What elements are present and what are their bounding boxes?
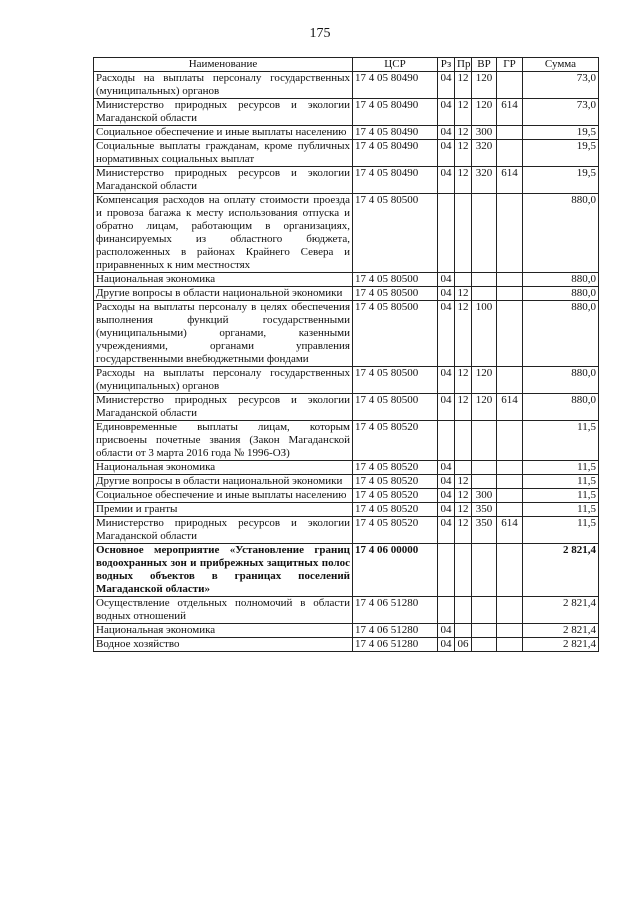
cell-name: Единовременные выплаты лицам, которым присвоены почетные звания (Закон Магаданской области от 3 марта 2016 года № 1996-ОЗ) bbox=[94, 421, 353, 461]
table-row bbox=[94, 461, 599, 475]
cell-sum: 73,0 bbox=[523, 99, 599, 126]
cell-csr: 17 4 06 00000 bbox=[353, 544, 438, 597]
cell-name: Расходы на выплаты персоналу в целях обеспечения выполнения функций государственными (муниципальными) органами, казенными учреждениями, органами управления государственными внебюджетными фондами bbox=[94, 301, 353, 367]
cell-gr bbox=[497, 126, 523, 140]
cell-pr: 06 bbox=[455, 638, 472, 652]
cell-gr: 614 bbox=[497, 517, 523, 544]
cell-vr: 350 bbox=[472, 517, 497, 544]
cell-vr: 120 bbox=[472, 99, 497, 126]
cell-vr bbox=[472, 287, 497, 301]
cell-gr bbox=[497, 475, 523, 489]
cell-csr: 17 4 05 80520 bbox=[353, 489, 438, 503]
cell-vr bbox=[472, 544, 497, 597]
cell-pr: 12 bbox=[455, 140, 472, 167]
cell-name: Расходы на выплаты персоналу государственных (муниципальных) органов bbox=[94, 72, 353, 99]
header-csr: ЦСР bbox=[353, 58, 438, 72]
cell-csr: 17 4 05 80490 bbox=[353, 140, 438, 167]
cell-rz: 04 bbox=[438, 503, 455, 517]
cell-gr: 614 bbox=[497, 167, 523, 194]
table-row bbox=[94, 301, 599, 367]
cell-pr: 12 bbox=[455, 287, 472, 301]
header-sum: Сумма bbox=[523, 58, 599, 72]
cell-gr bbox=[497, 194, 523, 273]
table-row bbox=[94, 475, 599, 489]
cell-vr bbox=[472, 273, 497, 287]
cell-vr: 320 bbox=[472, 167, 497, 194]
cell-pr: 12 bbox=[455, 367, 472, 394]
cell-vr bbox=[472, 638, 497, 652]
header-name: Наименование bbox=[94, 58, 353, 72]
table-row bbox=[94, 597, 599, 624]
table-row bbox=[94, 287, 599, 301]
cell-gr bbox=[497, 489, 523, 503]
cell-sum: 880,0 bbox=[523, 367, 599, 394]
header-rz: Рз bbox=[438, 58, 455, 72]
cell-vr bbox=[472, 475, 497, 489]
cell-sum: 2 821,4 bbox=[523, 544, 599, 597]
cell-pr: 12 bbox=[455, 72, 472, 99]
cell-gr: 614 bbox=[497, 394, 523, 421]
cell-gr bbox=[497, 544, 523, 597]
cell-rz: 04 bbox=[438, 475, 455, 489]
cell-vr: 320 bbox=[472, 140, 497, 167]
cell-rz: 04 bbox=[438, 624, 455, 638]
cell-pr bbox=[455, 273, 472, 287]
cell-name: Социальное обеспечение и иные выплаты населению bbox=[94, 489, 353, 503]
cell-pr bbox=[455, 597, 472, 624]
cell-csr: 17 4 05 80490 bbox=[353, 126, 438, 140]
cell-rz: 04 bbox=[438, 367, 455, 394]
cell-sum: 11,5 bbox=[523, 503, 599, 517]
cell-rz bbox=[438, 421, 455, 461]
cell-name: Национальная экономика bbox=[94, 273, 353, 287]
cell-pr bbox=[455, 194, 472, 273]
cell-sum: 11,5 bbox=[523, 489, 599, 503]
cell-pr bbox=[455, 461, 472, 475]
cell-name: Министерство природных ресурсов и экологии Магаданской области bbox=[94, 394, 353, 421]
cell-name: Основное мероприятие «Установление границ водоохранных зон и прибрежных защитных полос водных объектов в границах поселений Магаданской области» bbox=[94, 544, 353, 597]
cell-name: Национальная экономика bbox=[94, 624, 353, 638]
cell-name: Другие вопросы в области национальной экономики bbox=[94, 475, 353, 489]
cell-csr: 17 4 05 80520 bbox=[353, 421, 438, 461]
cell-gr: 614 bbox=[497, 99, 523, 126]
cell-gr bbox=[497, 140, 523, 167]
header-gr: ГР bbox=[497, 58, 523, 72]
cell-vr bbox=[472, 624, 497, 638]
cell-gr bbox=[497, 301, 523, 367]
table-row bbox=[94, 72, 599, 99]
table-row bbox=[94, 367, 599, 394]
header-pr: Пр bbox=[455, 58, 472, 72]
cell-rz: 04 bbox=[438, 517, 455, 544]
cell-name: Водное хозяйство bbox=[94, 638, 353, 652]
table-header-row bbox=[94, 58, 599, 72]
cell-csr: 17 4 05 80500 bbox=[353, 367, 438, 394]
cell-gr bbox=[497, 367, 523, 394]
table-row bbox=[94, 517, 599, 544]
budget-table bbox=[93, 57, 599, 652]
cell-name: Другие вопросы в области национальной экономики bbox=[94, 287, 353, 301]
cell-csr: 17 4 06 51280 bbox=[353, 624, 438, 638]
cell-pr: 12 bbox=[455, 301, 472, 367]
cell-sum: 880,0 bbox=[523, 194, 599, 273]
cell-vr bbox=[472, 597, 497, 624]
cell-gr bbox=[497, 72, 523, 99]
cell-pr: 12 bbox=[455, 394, 472, 421]
cell-csr: 17 4 05 80490 bbox=[353, 72, 438, 99]
cell-sum: 19,5 bbox=[523, 140, 599, 167]
table-row bbox=[94, 394, 599, 421]
cell-csr: 17 4 05 80520 bbox=[353, 475, 438, 489]
cell-csr: 17 4 05 80490 bbox=[353, 99, 438, 126]
table-row bbox=[94, 503, 599, 517]
table-row bbox=[94, 194, 599, 273]
cell-name: Компенсация расходов на оплату стоимости проезда и провоза багажа к месту использования отпуска и обратно лицам, работающим в организациях, финансируемых из областного бюджета, расположенных в районах Крайнего Севера и приравненных к ним местностях bbox=[94, 194, 353, 273]
cell-pr: 12 bbox=[455, 167, 472, 194]
cell-pr: 12 bbox=[455, 126, 472, 140]
page-number: 175 bbox=[309, 26, 331, 41]
cell-rz: 04 bbox=[438, 489, 455, 503]
cell-name: Осуществление отдельных полномочий в области водных отношений bbox=[94, 597, 353, 624]
cell-csr: 17 4 05 80500 bbox=[353, 301, 438, 367]
cell-gr bbox=[497, 287, 523, 301]
cell-vr: 300 bbox=[472, 126, 497, 140]
cell-vr: 350 bbox=[472, 503, 497, 517]
cell-vr: 120 bbox=[472, 367, 497, 394]
table-row bbox=[94, 167, 599, 194]
cell-name: Министерство природных ресурсов и экологии Магаданской области bbox=[94, 517, 353, 544]
cell-pr: 12 bbox=[455, 99, 472, 126]
cell-sum: 19,5 bbox=[523, 126, 599, 140]
cell-rz: 04 bbox=[438, 126, 455, 140]
cell-csr: 17 4 05 80500 bbox=[353, 273, 438, 287]
cell-gr bbox=[497, 461, 523, 475]
cell-sum: 880,0 bbox=[523, 394, 599, 421]
cell-vr: 300 bbox=[472, 489, 497, 503]
table-row bbox=[94, 624, 599, 638]
cell-sum: 2 821,4 bbox=[523, 624, 599, 638]
table-row bbox=[94, 140, 599, 167]
cell-rz bbox=[438, 597, 455, 624]
table-row bbox=[94, 421, 599, 461]
cell-sum: 11,5 bbox=[523, 421, 599, 461]
cell-pr bbox=[455, 544, 472, 597]
cell-sum: 880,0 bbox=[523, 301, 599, 367]
cell-pr: 12 bbox=[455, 503, 472, 517]
cell-sum: 880,0 bbox=[523, 273, 599, 287]
cell-sum: 19,5 bbox=[523, 167, 599, 194]
cell-csr: 17 4 06 51280 bbox=[353, 597, 438, 624]
cell-csr: 17 4 05 80500 bbox=[353, 194, 438, 273]
cell-name: Министерство природных ресурсов и экологии Магаданской области bbox=[94, 167, 353, 194]
table-row bbox=[94, 638, 599, 652]
cell-vr bbox=[472, 421, 497, 461]
cell-csr: 17 4 05 80490 bbox=[353, 167, 438, 194]
cell-rz: 04 bbox=[438, 301, 455, 367]
cell-csr: 17 4 05 80520 bbox=[353, 503, 438, 517]
cell-gr bbox=[497, 624, 523, 638]
cell-sum: 11,5 bbox=[523, 517, 599, 544]
cell-name: Социальное обеспечение и иные выплаты населению bbox=[94, 126, 353, 140]
cell-gr bbox=[497, 597, 523, 624]
cell-rz: 04 bbox=[438, 638, 455, 652]
cell-gr bbox=[497, 273, 523, 287]
cell-name: Социальные выплаты гражданам, кроме публичных нормативных социальных выплат bbox=[94, 140, 353, 167]
cell-vr bbox=[472, 194, 497, 273]
cell-name: Премии и гранты bbox=[94, 503, 353, 517]
header-vr: ВР bbox=[472, 58, 497, 72]
cell-rz bbox=[438, 544, 455, 597]
cell-name: Национальная экономика bbox=[94, 461, 353, 475]
cell-vr: 120 bbox=[472, 72, 497, 99]
cell-rz: 04 bbox=[438, 394, 455, 421]
cell-rz: 04 bbox=[438, 140, 455, 167]
cell-sum: 11,5 bbox=[523, 461, 599, 475]
cell-rz: 04 bbox=[438, 99, 455, 126]
cell-pr bbox=[455, 624, 472, 638]
cell-rz: 04 bbox=[438, 167, 455, 194]
cell-pr: 12 bbox=[455, 475, 472, 489]
cell-csr: 17 4 05 80500 bbox=[353, 287, 438, 301]
table-row bbox=[94, 544, 599, 597]
cell-sum: 2 821,4 bbox=[523, 597, 599, 624]
cell-pr: 12 bbox=[455, 517, 472, 544]
cell-csr: 17 4 06 51280 bbox=[353, 638, 438, 652]
cell-rz: 04 bbox=[438, 287, 455, 301]
table-row bbox=[94, 489, 599, 503]
cell-pr bbox=[455, 421, 472, 461]
cell-csr: 17 4 05 80520 bbox=[353, 461, 438, 475]
cell-rz: 04 bbox=[438, 461, 455, 475]
cell-rz: 04 bbox=[438, 72, 455, 99]
cell-pr: 12 bbox=[455, 489, 472, 503]
cell-gr bbox=[497, 421, 523, 461]
cell-csr: 17 4 05 80500 bbox=[353, 394, 438, 421]
cell-sum: 880,0 bbox=[523, 287, 599, 301]
table-row bbox=[94, 273, 599, 287]
cell-csr: 17 4 05 80520 bbox=[353, 517, 438, 544]
cell-vr: 120 bbox=[472, 394, 497, 421]
cell-sum: 73,0 bbox=[523, 72, 599, 99]
cell-sum: 11,5 bbox=[523, 475, 599, 489]
cell-sum: 2 821,4 bbox=[523, 638, 599, 652]
cell-gr bbox=[497, 638, 523, 652]
cell-vr: 100 bbox=[472, 301, 497, 367]
table-row bbox=[94, 126, 599, 140]
cell-rz bbox=[438, 194, 455, 273]
cell-name: Расходы на выплаты персоналу государственных (муниципальных) органов bbox=[94, 367, 353, 394]
cell-vr bbox=[472, 461, 497, 475]
cell-name: Министерство природных ресурсов и экологии Магаданской области bbox=[94, 99, 353, 126]
cell-gr bbox=[497, 503, 523, 517]
cell-rz: 04 bbox=[438, 273, 455, 287]
table-row bbox=[94, 99, 599, 126]
